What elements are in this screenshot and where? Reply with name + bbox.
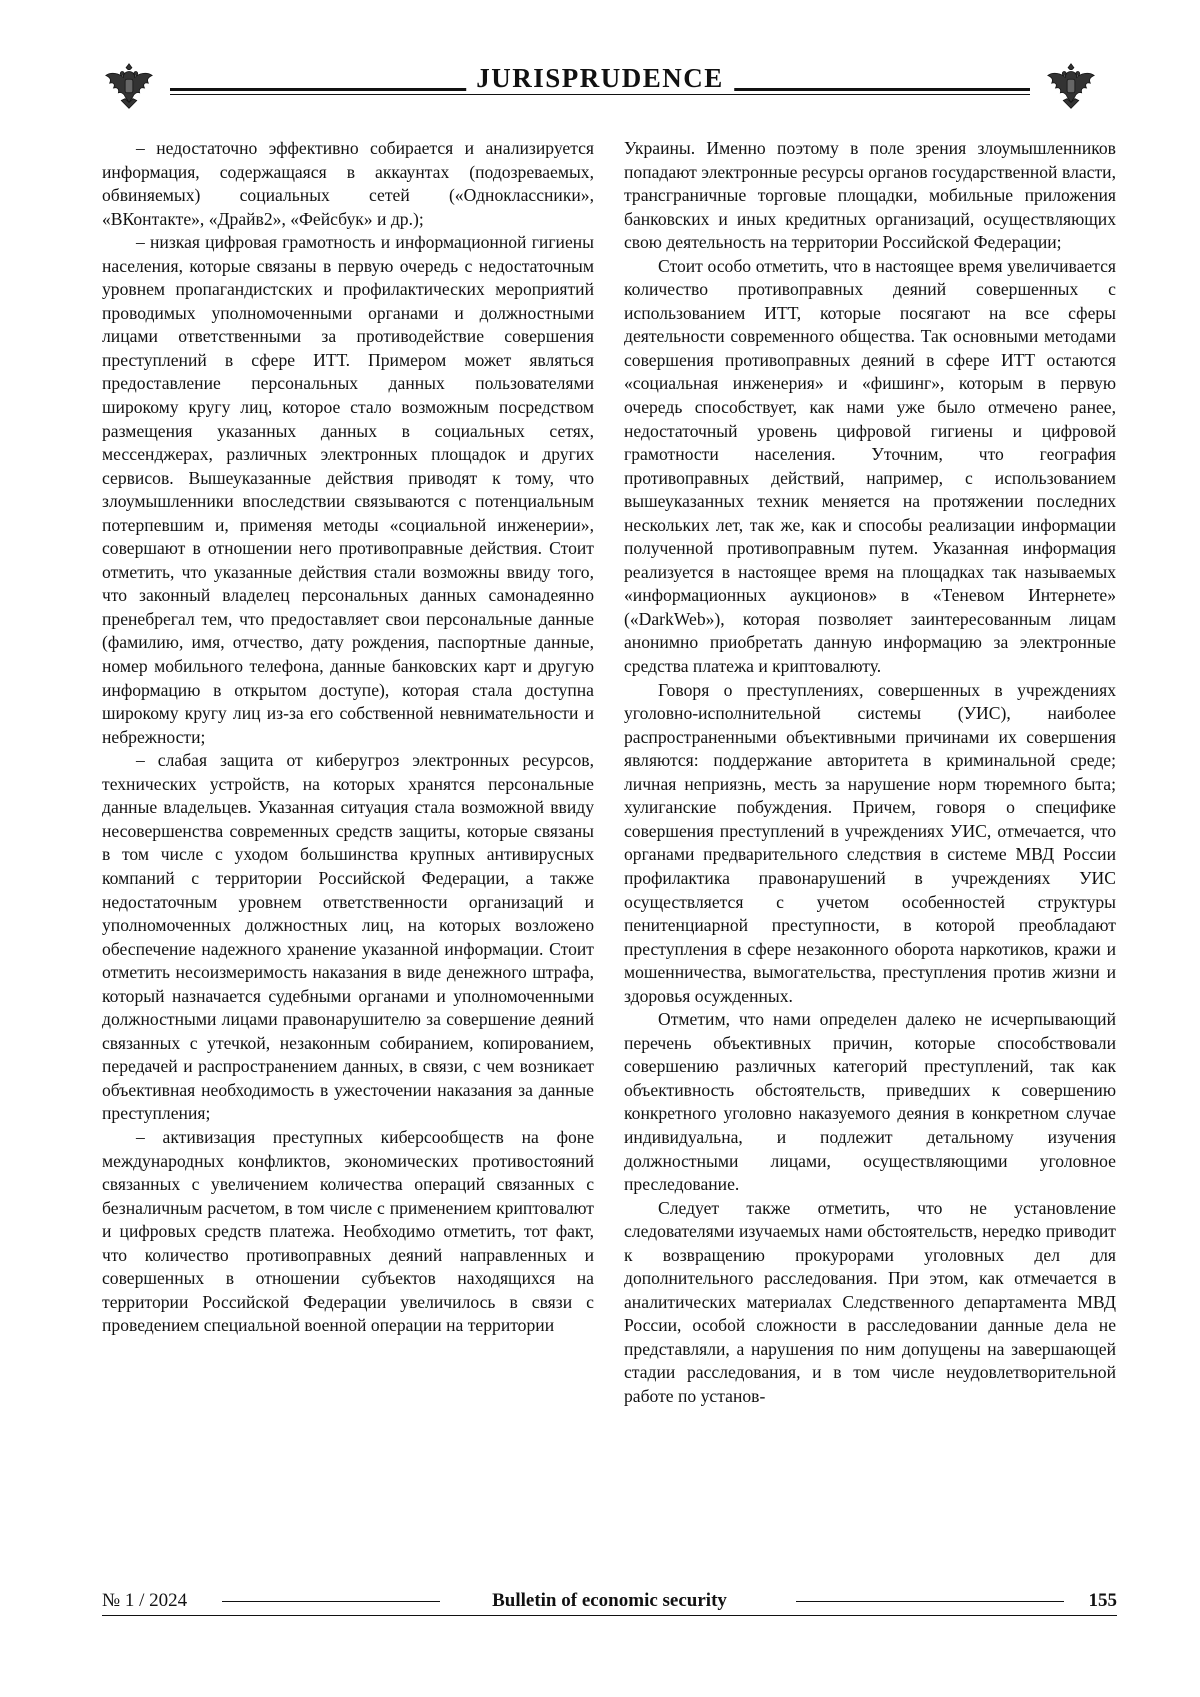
footer-rule [222,1601,440,1602]
paragraph: – активизация преступных киберсообществ на фоне международных конфликтов, экономических противостояний связанных с увеличением количества операций связанных с безналичным расчетом, в том числе с применением криптовалют и цифровых средств платежа. Необходимо отметить, тот факт, что количество противоправных деяний направленных и совершенных в отношении субъектов находящихся на территории Российской Федерации увеличилось в связи с проведением специальной военной операции на территории [102,1126,594,1336]
paragraph: – низкая цифровая грамотность и информационной гигиены населения, которые связаны в первую очередь с недостаточным уровнем пропагандистских и профилактических мероприятий проводимых уполномоченными органами и должностными лицами ответственными за противодействие совершения преступлений в сфере ИТТ. Примером может являться предоставление персональных данных пользователями широкому кругу лиц, которое стало возможным посредством размещения указанных данных в социальных сетях, мессенджерах, различных электронных площадок и других сервисов. Вышеуказанные действия приводят к тому, что злоумышленники впоследствии связываются с потенциальным потерпевшим и, применяя методы «социальной инженерии», совершают в отношении него противоправные действия. Стоит отметить, что указанные действия стали возможны ввиду того, что законный владелец персональных данных самонадеянно пренебрегал тем, что предоставляет свои персональные данные (фамилию, имя, отчество, дату рождения, паспортные данные, номер мобильного телефона, данные банковских карт и другую информацию в открытом доступе), которая стала доступна широкому кругу лиц из-за его собственной невнимательности и небрежности; [102,232,594,747]
paragraph: Стоит особо отметить, что в настоящее время увеличивается количество противоправных деяний совершенных с использованием ИТТ, которые посягают на все сферы деятельности современного общества. Так основными методами совершения противоправных деяний в сфере ИТТ остаются «социальная инженерия» и «фишинг», которым в первую очередь способствует, как нами уже было отмечено ранее, недостаточный уровень цифровой гигиены и цифровой грамотности населения. Уточним, что география противоправных действий, например, с использованием вышеуказанных техник меняется на протяжении последних нескольких лет, так же, как и способы реализации информации полученной противоправным путем. Указанная информация реализуется в настоящее время на площадках так называемых «информационных аукционов» в «Теневом Интернете» («DarkWeb»), которая позволяет заинтересованным лицам анонимно приобретать данную информацию за электронные средства платежа и криптовалюту. [624,255,1116,677]
page-footer [102,1588,1117,1618]
right-column [624,137,1116,1409]
double-headed-eagle-emblem-icon [1042,58,1100,116]
left-column [102,137,594,1338]
issue-number: № 1 / 2024 [102,1590,188,1611]
page-number: 155 [1088,1590,1117,1611]
double-headed-eagle-emblem-icon [100,58,158,116]
footer-rule [796,1601,1064,1602]
section-title: JURISPRUDENCE [466,62,734,94]
paragraph: – слабая защита от киберугроз электронных ресурсов, технических устройств, на которых хранятся персональные данные владельцев. Указанная ситуация стала возможной ввиду несовершенства современных средств защиты, которые связаны в том числе с уходом большинства крупных антивирусных компаний с территории Российской Федерации, а также недостаточным уровнем ответственности организаций и уполномоченных должностных лиц, на которых возложено обеспечение надежного хранение указанной информации. Стоит отметить несоизмеримость наказания в виде денежного штрафа, который назначается судебными органами и уполномоченными должностными лицами правонарушителю за совершение деяний связанных с утечкой, незаконным собиранием, копированием, передачей и распространением данных, в связи, с чем возникает объективная необходимость в ужесточении наказания за данные преступления; [102,750,594,1124]
footer-underline [102,1615,1117,1616]
page-header [100,58,1100,120]
header-rule-thin [170,94,1030,95]
paragraph: Говоря о преступлениях, совершенных в учреждениях уголовно-исполнительной системы (УИС), наиболее распространенными объективными причинами их совершения являются: поддержание авторитета в криминальной среде; личная неприязнь, месть за нарушение норм тюремного быта; хулиганские побуждения. Причем, говоря о специфике совершения преступлений в учреждениях УИС, отмечается, что органами предварительного следствия в системе МВД России профилактика правонарушений в учреждениях УИС осуществляется с учетом особенностей структуры пенитенциарной преступности, в которой преобладают преступления в сфере незаконного оборота наркотиков, кражи и мошенничества, вымогательства, преступления против жизни и здоровья осужденных. [624,679,1116,1006]
paragraph: – недостаточно эффективно собирается и анализируется информация, содержащаяся в аккаунтах (подозреваемых, обвиняемых) социальных сетей («Одноклассники», «ВКонтакте», «Драйв2», «Фейсбук» и др.); [102,138,594,229]
paragraph-continuation: Украины. Именно поэтому в поле зрения злоумышленников попадают электронные ресурсы органов государственной власти, трансграничные торговые площадки, мобильные приложения банковских и иных кредитных организаций, осуществляющих свою деятельность на территории Российской Федерации; [624,138,1116,253]
journal-name: Bulletin of economic security [492,1590,727,1611]
paragraph: Отметим, что нами определен далеко не исчерпывающий перечень объективных причин, которые способствовали совершению различных категорий преступлений, так как объективность обстоятельств, приведших к совершению конкретного уголовно наказуемого деяния в конкретном случае индивидуальна, и подлежит детальному изучения должностными лицами, осуществляющими уголовное преследование. [624,1009,1116,1195]
paragraph: Следует также отметить, что не установление следователями изучаемых нами обстоятельств, нередко приводит к возвращению прокурорами уголовных дел для дополнительного расследования. При этом, как отмечается в аналитических материалах Следственного департамента МВД России, особой сложности в расследовании данные дела не представляли, а нарушения по ним допущены на завершающей стадии расследования, и в том числе неудовлетворительной работе по установ- [624,1197,1116,1406]
